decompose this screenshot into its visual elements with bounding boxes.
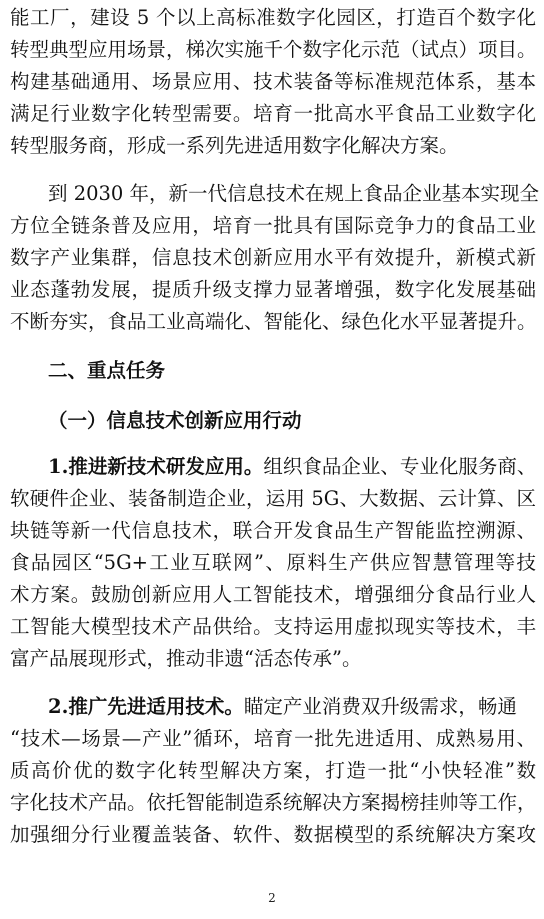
paragraph-line: 富产品展现形式，推动非遗“活态传承”。 [10,647,362,670]
paragraph-line: “技术—场景—产业”循环，培育一批先进适用、成熟易用、 [10,727,536,750]
paragraph-line: 方位全链条普及应用，培育一批具有国际竞争力的食品工业 [10,214,536,237]
paragraph-line: 转型服务商，形成一系列先进适用数字化解决方案。 [10,134,459,157]
paragraph-line: 块链等新一代信息技术，联合开发食品生产智能监控溯源、 [10,519,536,542]
paragraph-line: 数字产业集群，信息技术创新应用水平有效提升，新模式新 [10,246,536,269]
item-title: 2.推广先进适用技术。 [48,695,244,718]
paragraph-line: 转型典型应用场景，梯次实施千个数字化示范（试点）项目。 [10,38,537,61]
item-text: 组织食品企业、专业化服务商、 [263,455,537,478]
paragraph-line: 软硬件企业、装备制造企业，运用 5G、大数据、云计算、区 [10,487,536,510]
paragraph-line: 术方案。鼓励创新应用人工智能技术，增强细分食品行业人 [10,583,536,606]
item-text: 瞄定产业消费双升级需求，畅通 [243,695,517,718]
paragraph-first-line: 到 2030 年，新一代信息技术在规上食品企业基本实现全 [48,182,540,205]
paragraph-line: 满足行业数字化转型需要。培育一批高水平食品工业数字化 [10,102,536,125]
paragraph-line: 食品园区“5G+工业互联网”、原料生产供应智慧管理等技 [10,551,536,574]
paragraph-first-line [48,691,536,723]
paragraph-line: 不断夯实，食品工业高端化、智能化、绿色化水平显著提升。 [10,310,537,333]
paragraph-line: 质高价优的数字化转型解决方案，打造一批“小快轻准”数 [10,759,536,782]
paragraph-line: 能工厂，建设 5 个以上高标准数字化园区，打造百个数字化 [10,6,536,29]
item-title: 1.推进新技术研发应用。 [48,455,264,478]
section-heading: 二、重点任务 [48,359,166,382]
paragraph-line: 加强细分行业覆盖装备、软件、数据模型的系统解决方案攻 [10,823,536,846]
subsection-heading: （一）信息技术创新应用行动 [48,409,302,432]
paragraph-line: 字化技术产品。依托智能制造系统解决方案揭榜挂帅等工作， [10,791,537,814]
page-number: 2 [268,891,276,905]
paragraph-line: 工智能大模型技术产品供给。支持运用虚拟现实等技术，丰 [10,615,536,638]
paragraph-line: 构建基础通用、场景应用、技术装备等标准规范体系，基本 [10,70,536,93]
paragraph-first-line [48,451,536,483]
paragraph-line: 业态蓬勃发展，提质升级支撑力显著增强，数字化发展基础 [10,278,536,301]
